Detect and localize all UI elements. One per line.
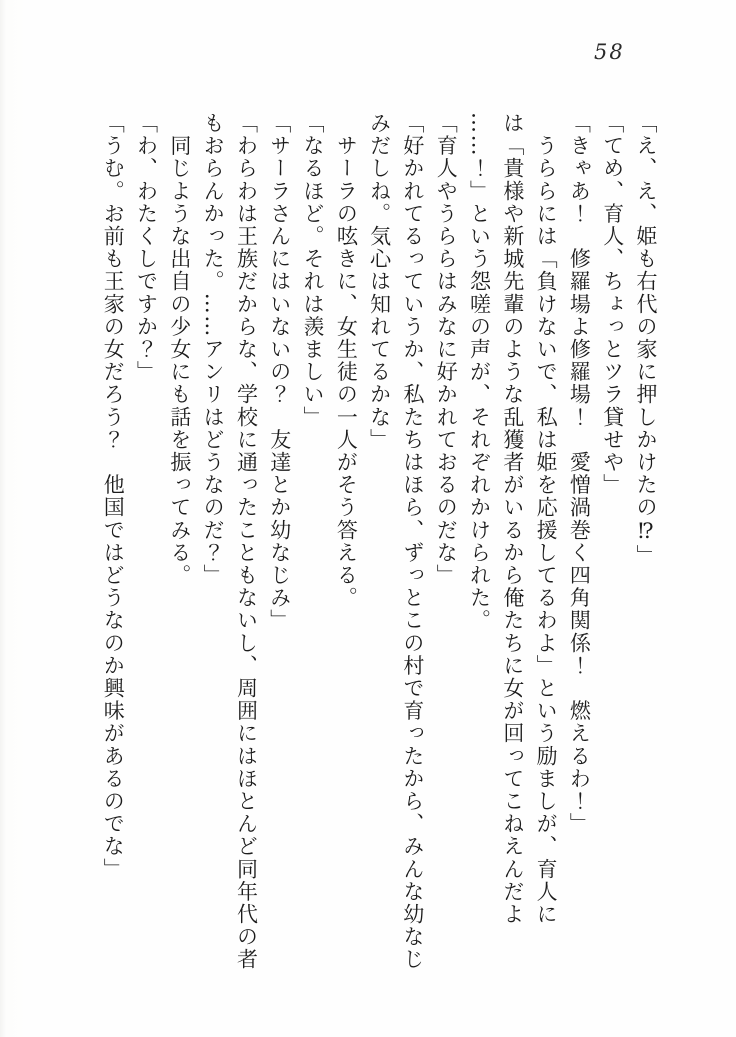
- text-line: みだしね。気心は知れてるかな」: [367, 112, 392, 451]
- text-line: 「てめ、育人、ちょっとツラ貸せや」: [600, 112, 625, 497]
- text-line: 「なるほど。それは羨ましい」: [301, 112, 326, 429]
- page-number: 58: [594, 40, 625, 64]
- text-line: サーラの呟きに、女生徒の一人がそう答える。: [334, 112, 359, 610]
- text-line: もおらんかった。……アンリはどうなのだ？」: [201, 112, 226, 587]
- text-line: 「え、え、姫も右代の家に押しかけたの⁉」: [634, 112, 658, 567]
- text-line: 「きゃあ！ 修羅場よ修羅場！ 愛憎渦巻く四角関係！ 燃えるわ！」: [567, 112, 592, 836]
- text-line: 「好かれてるっていうか、私たちはほら、ずっとこの村で育ったから、みんな幼なじ: [400, 112, 425, 971]
- vertical-text-block: [96, 112, 662, 992]
- text-line: 「わ、わたくしですか？」: [134, 112, 159, 384]
- text-line: 「サーラさんにはいないの？ 友達とか幼なじみ」: [267, 112, 292, 632]
- text-line: 「わらわは王族だからな、学校に通ったこともないし、周囲にはほとんど同年代の者: [234, 112, 259, 971]
- text-line: ……！」という怨嗟の声が、それぞれかけられた。: [467, 112, 492, 632]
- text-line: 同じような出自の少女にも話を振ってみる。: [167, 112, 192, 587]
- text-line: 「育人やうららはみなに好かれておるのだな」: [434, 112, 459, 587]
- text-line: 「うむ。お前も王家の女だろう？ 他国ではどうなのか興味があるのでな」: [101, 112, 126, 881]
- text-line: うららには「負けないで、私は姫を応援してるわよ」という励ましが、育人に: [534, 112, 559, 926]
- text-line: は「貴様や新城先輩のような乱獲者がいるから俺たちに女が回ってこねえんだよ: [500, 112, 525, 926]
